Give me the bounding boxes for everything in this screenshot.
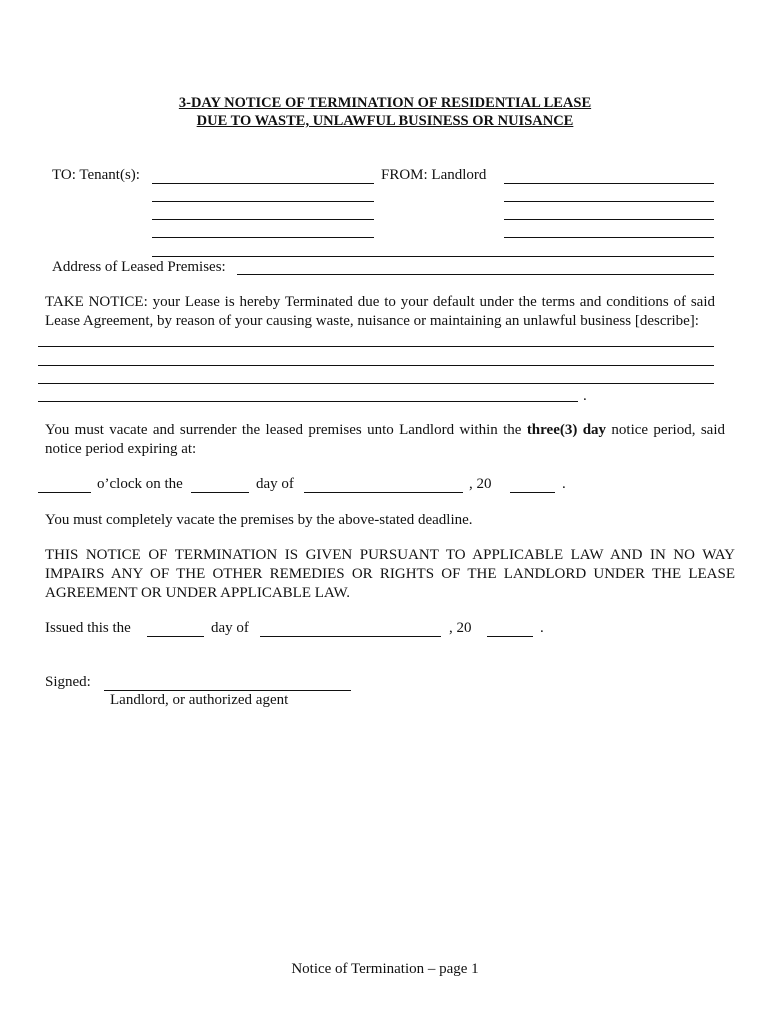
- landlord-field-1[interactable]: [504, 183, 714, 184]
- expiration-day-of-label: day of: [256, 476, 294, 492]
- describe-line-4[interactable]: [38, 401, 578, 402]
- describe-period: .: [583, 388, 587, 404]
- signed-label: Signed:: [45, 674, 91, 690]
- issued-day-field[interactable]: [147, 636, 204, 637]
- expiration-hour-field[interactable]: [38, 492, 91, 493]
- landlord-field-3[interactable]: [504, 219, 714, 220]
- address-field[interactable]: [237, 274, 714, 275]
- expiration-month-field[interactable]: [304, 492, 463, 493]
- completely-vacate-text: You must completely vacate the premises by the above-stated deadline.: [45, 512, 473, 528]
- describe-line-1[interactable]: [38, 346, 714, 347]
- issued-period: .: [540, 620, 544, 636]
- landlord-field-4[interactable]: [504, 237, 714, 238]
- oclock-label: o’clock on the: [97, 476, 183, 492]
- expiration-year-prefix: , 20: [469, 476, 492, 492]
- vacate-paragraph: [45, 421, 725, 459]
- legal-notice-paragraph: THIS NOTICE OF TERMINATION IS GIVEN PURSUANT TO APPLICABLE LAW AND IN NO WAY IMPAIRS ANY OF THE OTHER REMEDIES OR RIGHTS OF THE LANDLORD UNDER THE LEASE AGREEMENT OR UNDER APPLICABLE LAW.: [45, 547, 735, 601]
- from-landlord-label: FROM: Landlord: [381, 167, 487, 183]
- tenant-name-field-4[interactable]: [152, 237, 374, 238]
- take-notice-paragraph: TAKE NOTICE: your Lease is hereby Terminated due to your default under the terms and conditions of said Lease Agreement, by reason of your causing waste, nuisance or maintaining an unlawful business [describe]:: [45, 294, 715, 329]
- issued-month-field[interactable]: [260, 636, 441, 637]
- landlord-field-2[interactable]: [504, 201, 714, 202]
- notice-title-line-1: 3-DAY NOTICE OF TERMINATION OF RESIDENTIAL LEASE: [178, 95, 592, 111]
- signer-caption: Landlord, or authorized agent: [110, 692, 289, 708]
- issued-day-of-label: day of: [211, 620, 249, 636]
- issued-year-prefix: , 20: [449, 620, 472, 636]
- vacate-three-day-bold: three(3) day: [526, 422, 607, 438]
- page-footer: Notice of Termination – page 1: [291, 961, 479, 977]
- describe-line-2[interactable]: [38, 365, 714, 366]
- issued-year-field[interactable]: [487, 636, 533, 637]
- tenant-name-field-3[interactable]: [152, 219, 374, 220]
- address-label: Address of Leased Premises:: [52, 259, 226, 275]
- issued-label: Issued this the: [45, 620, 131, 636]
- tenant-name-field-1[interactable]: [152, 183, 374, 184]
- describe-line-3[interactable]: [38, 383, 714, 384]
- vacate-text-part-2: notice period, said notice period expiring at:: [45, 422, 725, 457]
- vacate-text-part-1: You must vacate and surrender the leased premises unto Landlord within the: [45, 422, 527, 438]
- to-tenants-label: TO: Tenant(s):: [52, 167, 140, 183]
- expiration-day-field[interactable]: [191, 492, 249, 493]
- expiration-year-field[interactable]: [510, 492, 555, 493]
- tenant-name-field-2[interactable]: [152, 201, 374, 202]
- expiration-period: .: [562, 476, 566, 492]
- address-field-extra[interactable]: [152, 256, 714, 257]
- notice-title-line-2: DUE TO WASTE, UNLAWFUL BUSINESS OR NUISANCE: [196, 113, 574, 129]
